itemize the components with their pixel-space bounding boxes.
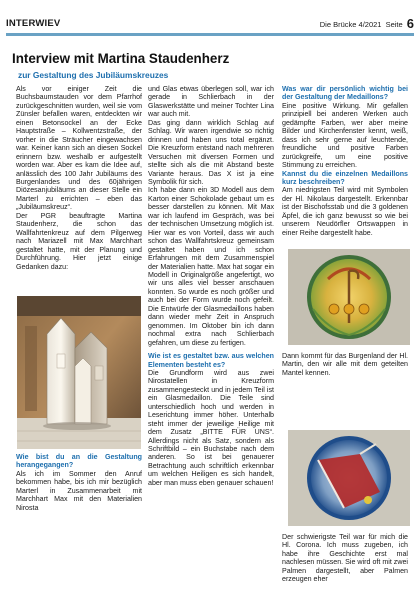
page-header <box>6 18 414 32</box>
answer-1: Als ich im Sommer den Anruf bekommen habe, bis ich mir bezüglich Marterl in Zusammenarbeit mit Marchhart Max mit den Materialien Nirosta <box>16 469 142 512</box>
col2-paragraph-1: und Glas etwas überlegen soll, war ich gerade in Schlierbach in der Glaswerkstätte und meiner Tochter Lina war auch mit. <box>148 85 274 119</box>
intro-paragraph: Als vor einiger Zeit die Buchsbaumstauden vor dem Pfarrhof zurückgeschnitten wurden, weil sie vom Zünsler befallen waren, entdeckten wir einen Betonsockel an der Ecke Hauptstraße – Kollwentzstraße, der vorher in die Sträucher eingewachsen war. Keiner kann sich an diesen Sockel erinnern bzw. weshalb er aufgestellt worden war. Aber es kam die Idee auf, anlässlich des 100 Jahr Jubiläums des Burgenlandes und des 60jährigen Diözesanjubiläums an dieser Stelle ein Marterl zu errichten – eben das „Jubiläumskreuz“. <box>16 85 142 212</box>
cross-photo <box>17 296 141 449</box>
answer-2: Die Grundform wird aus zwei Nirostatellen in Kreuzform zusammengesteckt und in jedem Teil ist ein Glasmedaillon. Die Teile sind unterschiedlich hoch und werden in Leserichtung immer höher. Unterhalb steht immer der jeweilige Heilige mit dem Zusatz „BITTE FÜR UNS“. Allerdings nicht als Satz, sondern als Schriftbild – ein Buchstabe nach dem anderen. So ist bei genauerer Betrachtung auch schriftlich erkennbar um welchen Heiligen es sich handelt, aber man muss eben genauer schauen! <box>148 368 274 487</box>
publication-name: Die Brücke 4/2021 <box>319 20 382 29</box>
caption-2: Der schwierigste Teil war für mich die Hl. Corona. Ich muss zugeben, ich habe ihre Geschichte erst mal nachlesen müssen. Sie wird oft mit zwei Palmen dargestellt, aber Palmen erzeugen eher <box>282 533 408 584</box>
col2-paragraph-2: Das ging dann wirklich Schlag auf Schlag. Wir waren irgendwie so richtig drinnen und haben uns total ergänzt. Die Kreuzform entstand nach mehreren Versuchen mit diversen Formen und stellte sich als die mit Abstand beste Variante heraus. Das X ist ja eine Symbolik für sich. <box>148 118 274 186</box>
header-rule <box>6 33 414 36</box>
answer-4: Am niedrigsten Teil wird mit Symbolen der Hl. Nikolaus dargestellt. Erkennbar ist der Bischofsstab und die 3 goldenen Äpfel, die ich ganz bewusst so wie bei unserem Neudörfler Ortswappen in einer Reihe dargestellt habe. <box>282 186 408 237</box>
article-subtitle: zur Gestaltung des Jubiläumskreuzes <box>18 70 169 80</box>
intro-paragraph-2: Der PGR beauftragte Martina Staudenherz, die schon das Wallfahrtenkreuz auf dem Pilgerweg nach Mariazell mit Max Marchhart gestaltet hatte, mit der Planung und Durchführung. Hier jetzt einige Gedanken dazu: <box>16 211 142 271</box>
question-1: Wie bist du an die Gestaltung herangegangen? <box>16 453 142 470</box>
question-4: Kannst du die einzelnen Medaillons kurz beschreiben? <box>282 169 408 186</box>
section-label: INTERWIEV <box>6 18 61 29</box>
page-label: Seite <box>385 20 403 29</box>
question-3: Was war dir persönlich wichtig bei der Gestaltung der Medaillons? <box>282 85 408 102</box>
caption-2-block <box>282 533 408 584</box>
col2-paragraph-3: Ich habe dann ein 3D Modell aus dem Karton einer Schokolade gebaut um es besser darstellen zu können. Mit Max war ich laufend im Gespräch, was bei der technischen Umsetzung möglich ist. Hier war es von Vorteil, dass wir auch schon das Wallfahrtskreuz gemeinsam gestaltet haben und ich schon Erfahrungen mit dem Zusammenspiel der Materialien hatte. Max hat sogar ein Modell in Originalgröße angefertigt, wo wir uns alles viel besser anschauen konnten. So wurde es noch größer und auch bei der Form wurde noch gefeilt. Die Entwürfe der Glasmedaillons haben dann wieder mehr Zeit in Anspruch genommen. Im Oktober bin ich dann nochmal extra nach Schlierbach gefahren, um diese zu fertigen. <box>148 186 274 347</box>
column-3 <box>282 85 408 237</box>
article-title: Interview mit Martina Staudenherz <box>12 51 230 66</box>
column-1-bottom <box>16 453 142 512</box>
answer-3: Eine positive Wirkung. Mir gefallen prinzipiell bei anderen Werken auch gedämpfte Farben, wer aber meine Bilder und Kirchenfenster kennt, weiß, dass ich sehr gerne auf leuchtende, freundliche und positive Farben zurückgreife, um eine positive Stimmung zu erreichen. <box>282 101 408 170</box>
caption-1-block <box>282 352 408 377</box>
page-number: 6 <box>406 16 414 31</box>
medallion-photo-2 <box>288 430 410 526</box>
question-2: Wie ist es gestaltet bzw. aus welchen Elementen besteht es? <box>148 352 274 369</box>
issue-info <box>320 15 414 30</box>
column-1 <box>16 85 142 271</box>
medallion-photo-1 <box>288 249 410 345</box>
column-2 <box>148 85 274 487</box>
caption-1: Dann kommt für das Burgenland der Hl. Martin, den wir alle mit dem geteilten Mantel kennen. <box>282 352 408 377</box>
